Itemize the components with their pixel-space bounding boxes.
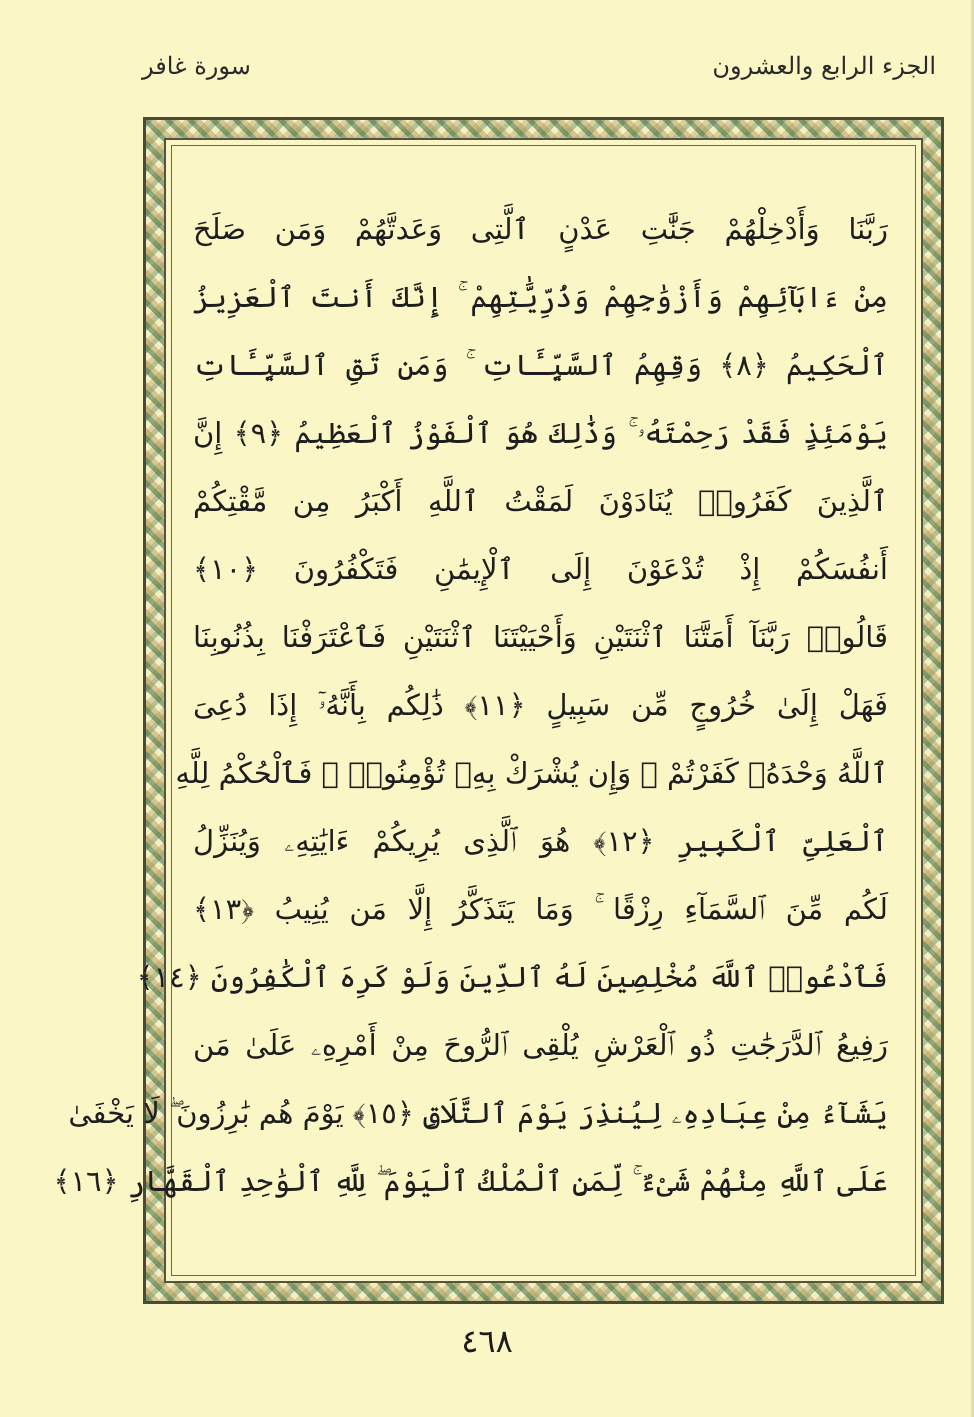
verse-line: يَوْمَئِذٍ فَقَدْ رَحِمْتَهُۥ ۚ وَذَٰلِكَ هُوَ ٱلْفَوْزُ ٱلْعَظِيمُ ﴿٩﴾ إِنَّ	[193, 416, 888, 450]
verse-line: ٱلْحَكِيمُ ﴿٨﴾ وَقِهِمُ ٱلسَّيِّـَٔاتِ ۚ وَمَن تَقِ ٱلسَّيِّـَٔاتِ	[193, 348, 888, 382]
verse-line: أَنفُسَكُمْ إِذْ تُدْعَوْنَ إِلَى ٱلْإِيمَٰنِ فَتَكْفُرُونَ ﴿١٠﴾	[193, 552, 888, 586]
verse-line: لَكُم مِّنَ ٱلسَّمَآءِ رِزْقًا ۚ وَمَا يَتَذَكَّرُ إِلَّا مَن يُنِيبُ ﴿١٣﴾	[193, 892, 888, 926]
verse-line: ٱلَّذِينَ كَفَرُوا۟ يُنَادَوْنَ لَمَقْتُ ٱللَّهِ أَكْبَرُ مِن مَّقْتِكُمْ	[193, 484, 888, 518]
verse-line: عَلَى ٱللَّهِ مِنْهُمْ شَىْءٌ ۚ لِّمَنِ ٱلْمُلْكُ ٱلْيَوْمَ ۖ لِلَّهِ ٱلْوَٰحِدِ ٱلْقَهَّارِ ﴿١٦﴾	[53, 1164, 888, 1198]
verse-line: رَبَّنَا وَأَدْخِلْهُمْ جَنَّٰتِ عَدْنٍ ٱلَّتِى وَعَدتَّهُمْ وَمَن صَلَحَ	[193, 212, 888, 246]
verse-line: مِنْ ءَابَآئِهِمْ وَأَزْوَٰجِهِمْ وَذُرِّيَّٰتِهِمْ ۚ إِنَّكَ أَنتَ ٱلْعَزِيزُ	[193, 280, 888, 314]
verse-line: ٱلْعَلِىِّ ٱلْكَبِيرِ ﴿١٢﴾ هُوَ ٱلَّذِى يُرِيكُمْ ءَايَٰتِهِۦ وَيُنَزِّلُ	[193, 824, 888, 858]
verse-line: فَٱدْعُوا۟ ٱللَّهَ مُخْلِصِينَ لَهُ ٱلدِّينَ وَلَوْ كَرِهَ ٱلْكَٰفِرُونَ ﴿١٤﴾	[136, 960, 888, 994]
verse-line: رَفِيعُ ٱلدَّرَجَٰتِ ذُو ٱلْعَرْشِ يُلْقِى ٱلرُّوحَ مِنْ أَمْرِهِۦ عَلَىٰ مَن	[193, 1028, 888, 1062]
verse-line: ٱللَّهُ وَحْدَهُۥ كَفَرْتُمْ ۖ وَإِن يُشْرَكْ بِهِۦ تُؤْمِنُوا۟ ۚ فَٱلْحُكْمُ لِلَّهِ	[175, 756, 888, 790]
verse-line: قَالُوا۟ رَبَّنَآ أَمَتَّنَا ٱثْنَتَيْنِ وَأَحْيَيْتَنَا ٱثْنَتَيْنِ فَٱعْتَرَفْنَا بِذُنُوبِنَا	[193, 620, 888, 654]
page-number: ٤٦٨	[461, 1322, 513, 1360]
verse-line: فَهَلْ إِلَىٰ خُرُوجٍ مِّن سَبِيلٍ ﴿١١﴾ ذَٰلِكُم بِأَنَّهُۥٓ إِذَا دُعِىَ	[193, 688, 888, 722]
verse-line: يَشَآءُ مِنْ عِبَادِهِۦ لِيُنذِرَ يَوْمَ ٱلتَّلَاقِ ﴿١٥﴾ يَوْمَ هُم بَٰرِزُونَ ۖ لَا يَخْفَىٰ	[68, 1096, 888, 1130]
surah-header: سورة غافر	[142, 52, 251, 80]
juz-header: الجزء الرابع والعشرون	[712, 52, 936, 80]
